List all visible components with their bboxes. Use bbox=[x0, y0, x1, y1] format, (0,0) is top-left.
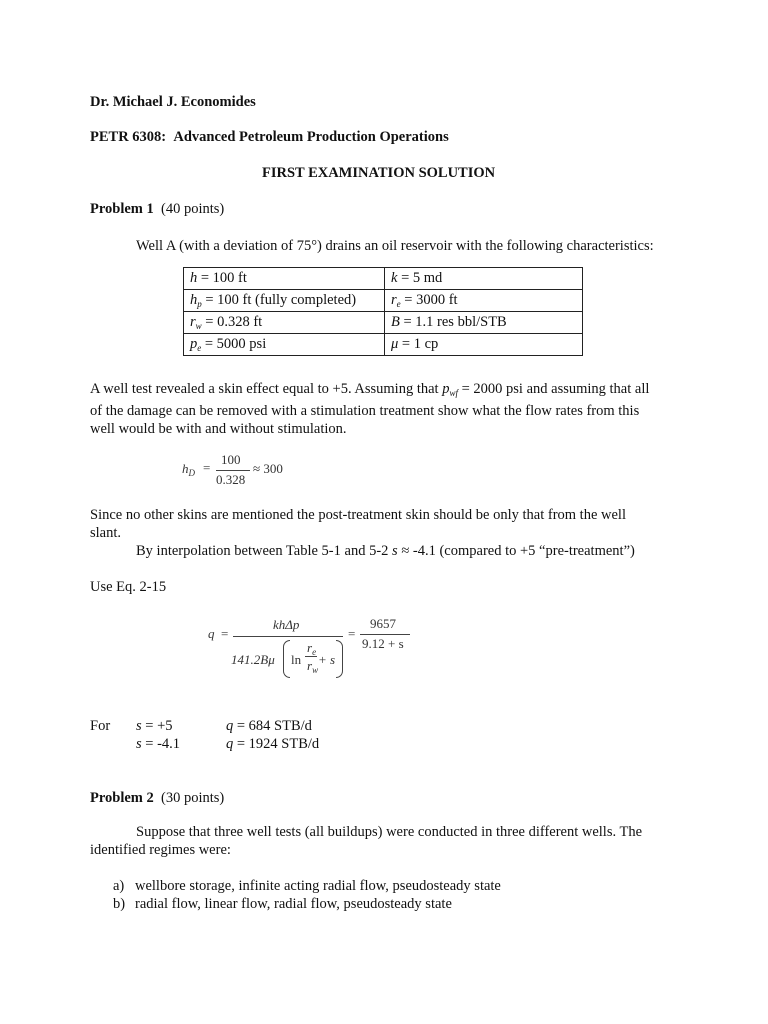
table-cell: μ = 1 cp bbox=[385, 334, 583, 356]
course-code: PETR 6308: bbox=[90, 129, 167, 145]
problem2-points: (30 points) bbox=[161, 790, 225, 806]
problem1-paragraph-b: Since no other skins are mentioned the post-treatment skin should be only that from the well slant. bbox=[90, 507, 626, 541]
table-cell: $h_p = 100$ ft (fully completed) bbox=[184, 290, 385, 312]
course-line bbox=[90, 129, 449, 146]
table-row bbox=[184, 312, 583, 334]
problem1-heading bbox=[90, 201, 224, 218]
course-title: Advanced Petroleum Production Operations bbox=[173, 129, 449, 145]
table-cell: $p_e = 5000$ psi bbox=[184, 334, 385, 356]
list-item: a) wellbore storage, infinite acting radial flow, pseudosteady state bbox=[113, 878, 501, 894]
table-row bbox=[184, 290, 583, 312]
interpolation-line: By interpolation between Table 5-1 and 5-2 s ≈ -4.1 (compared to +5 “pre-treatment”) bbox=[136, 543, 635, 559]
result-s-minus4: s = -4.1 bbox=[136, 736, 181, 752]
use-equation-line: Use Eq. 2-15 bbox=[90, 579, 167, 595]
problem2-label: Problem 2 bbox=[90, 790, 154, 806]
list-item: b) radial flow, linear flow, radial flow, pseudosteady state bbox=[113, 896, 452, 912]
problem2-line2: identified regimes were: bbox=[90, 842, 231, 858]
table-cell: k = 5 md bbox=[385, 268, 583, 290]
problem2-heading bbox=[90, 790, 224, 807]
table-cell: $r_e = 3000$ ft bbox=[385, 290, 583, 312]
result-q-minus4: q = 1924 STB/d bbox=[226, 736, 320, 752]
problem1-label: Problem 1 bbox=[90, 201, 154, 217]
problem1-points: (40 points) bbox=[161, 201, 225, 217]
table-row bbox=[184, 334, 583, 356]
table-cell: $r_w = 0.328$ ft bbox=[184, 312, 385, 334]
for-label: For bbox=[90, 718, 111, 734]
author-name: Dr. Michael J. Economides bbox=[90, 94, 256, 110]
problem1-intro: Well A (with a deviation of 75°) drains an oil reservoir with the following characteristics: bbox=[136, 238, 654, 254]
result-q-plus5: q = 684 STB/d bbox=[226, 718, 312, 734]
table-cell: h = 100 ft bbox=[184, 268, 385, 290]
problem2-line1: Suppose that three well tests (all buildups) were conducted in three different wells. The bbox=[136, 824, 643, 840]
reservoir-characteristics-table bbox=[183, 267, 583, 356]
table-cell: B = 1.1 res bbl/STB bbox=[385, 312, 583, 334]
problem1-paragraph-a: A well test revealed a skin effect equal to +5. Assuming that $p_{wf} = 2000$ psi and assuming that all of the damage can be removed with a stimulation treatment show what the flow rates from this well would be with and without stimulation. bbox=[90, 381, 650, 437]
exam-title: FIRST EXAMINATION SOLUTION bbox=[262, 165, 496, 181]
result-s-plus5: s = +5 bbox=[136, 718, 173, 734]
table-row bbox=[184, 268, 583, 290]
